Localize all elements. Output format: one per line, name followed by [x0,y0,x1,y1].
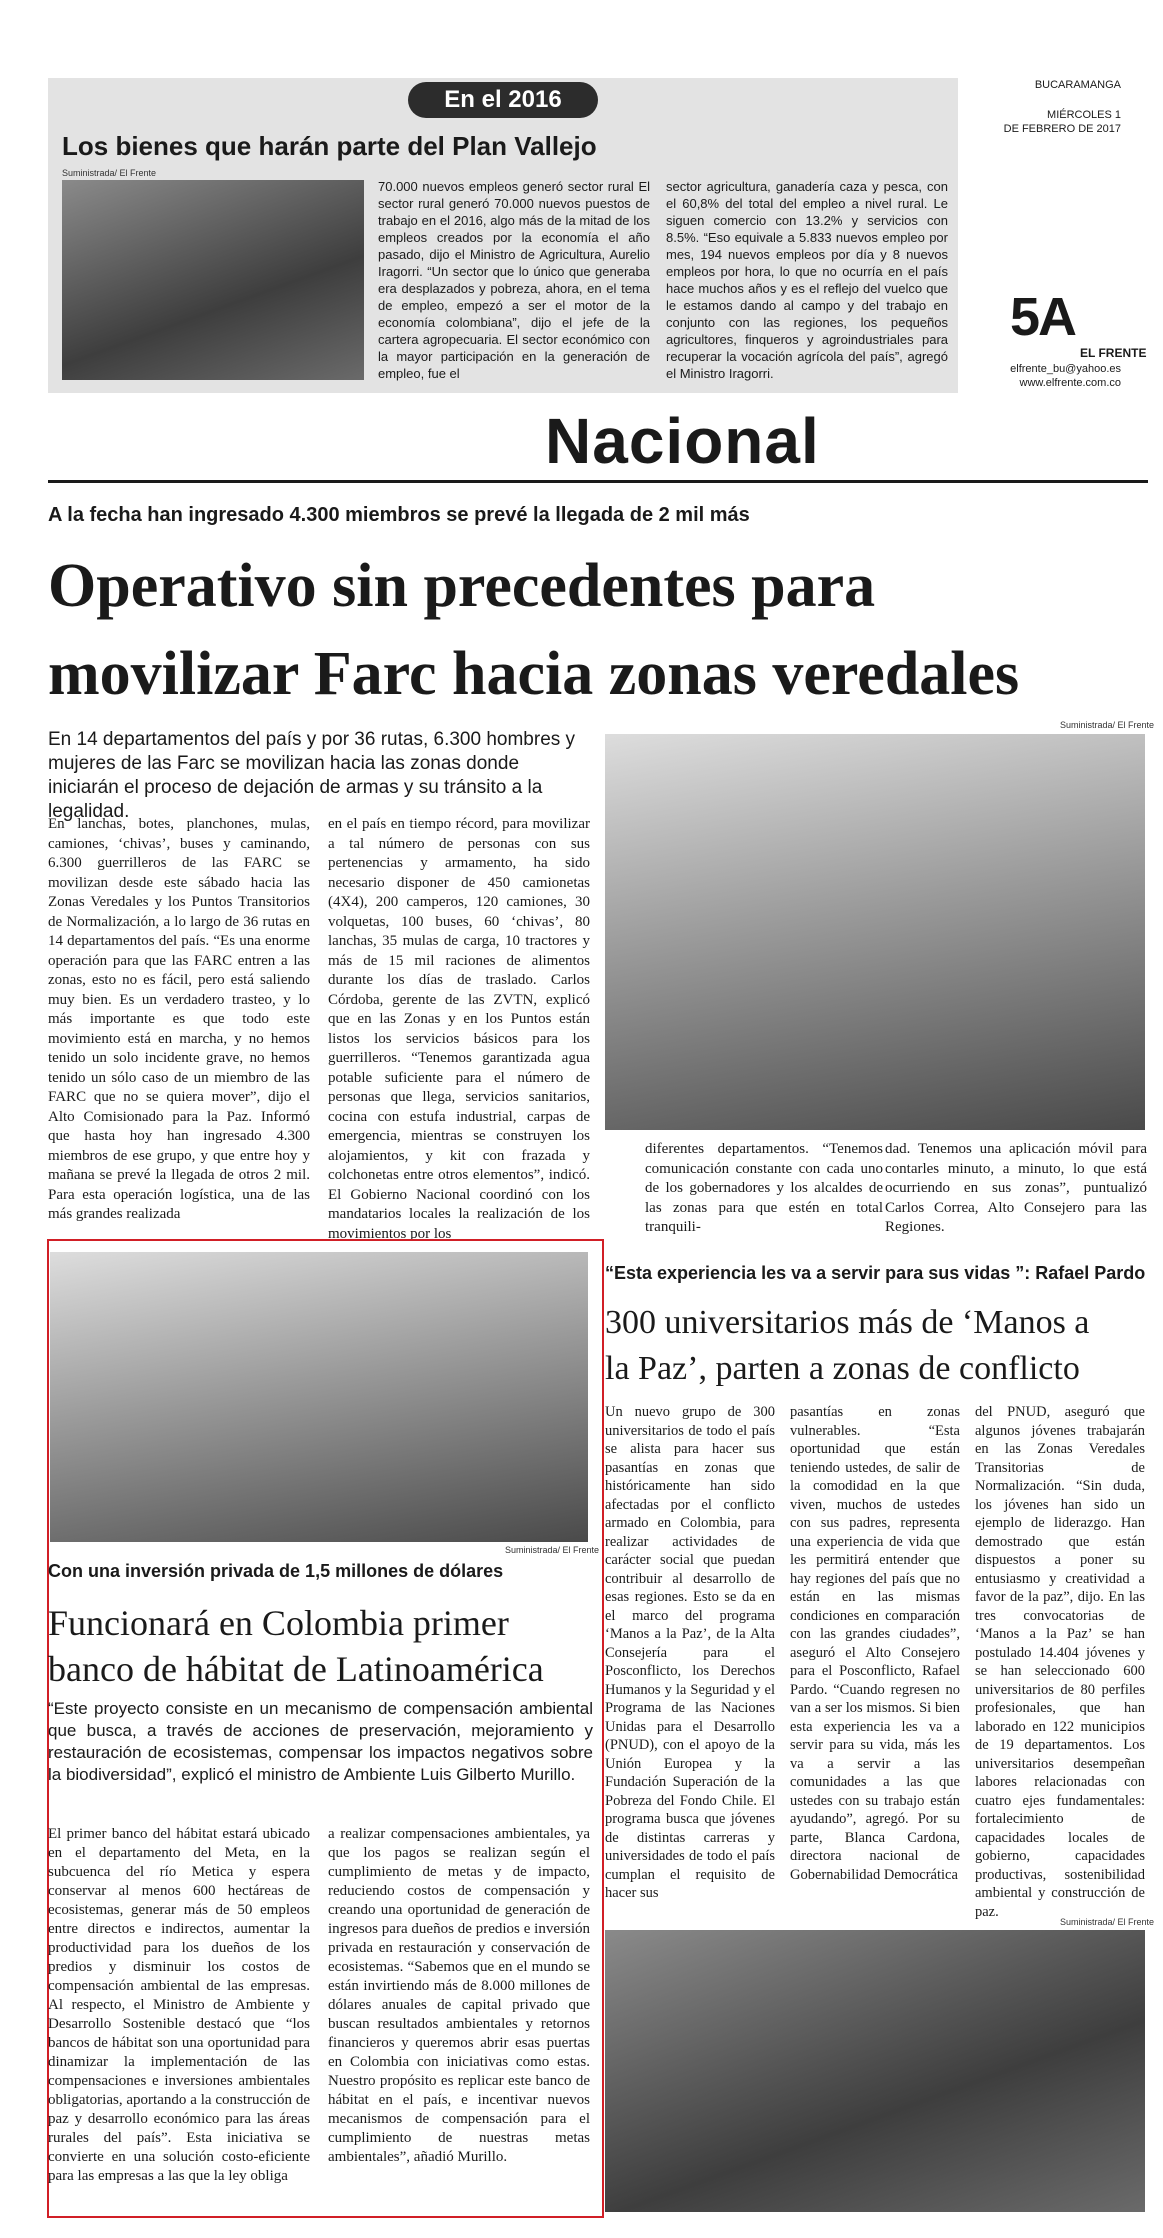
top-story-credit: Suministrada/ El Frente [62,168,157,178]
main-col1: En lanchas, botes, planchones, mulas, camiones, ‘chivas’, buses y caminando, 6.300 guerrilleros de las FARC se movilizan desde este sábado hacia las Zonas Veredales y los Puntos Transitorios de Normalización, a lo largo de 36 rutas en 14 departamentos del país. “Es una enorme operación para que las FARC entren a las zonas, esto no es fácil, pero está saliendo muy bien. Es un verdadero trasteo, y lo más importante es que todo este movimiento está en marcha, y no hemos tenido un solo incidente grave, no hemos tenido un sólo caso de un miembro de las FARC que no se quiera mover”, dijo el Alto Comisionado para la Paz. Informó que hasta hoy han ingresado 4.300 miembros de ese grupo, y que entre hoy y mañana se prevé la llegada de otros 2 mil. Para esta operación logística, una de las más grandes realizada [48,816,310,1222]
main-photo [605,734,1145,1130]
habitat-kicker: Con una inversión privada de 1,5 millones de dólares [48,1561,504,1581]
peace-kicker: “Esta experiencia les va a servir para sus vidas ”: Rafael Pardo [605,1263,1146,1283]
habitat-headline-line1: Funcionará en Colombia primer [48,1603,509,1643]
main-photo-credit: Suministrada/ El Frente [1060,720,1155,730]
main-col2: en el país en tiempo récord, para movilizar a tal número de personas con sus pertenencias y armamento, ha sido necesario disponer de 450 camionetas (4X4), 200 camperos, 120 camiones, 30 volquetas, 100 buses, 60 ‘chivas’, 80 lanchas, 35 mulas de carga, 10 tractores y más de 15 mil raciones de alimentos durante los días de traslado. Carlos Córdoba, gerente de las ZVTN, explicó que en las Zonas y en los Puntos están listos los servicios básicos para los guerrilleros. “Tenemos garantizada agua potable suficiente para el número de personas que llega, servicios sanitarios, cocina con estufa industrial, carpas de emergencia, mientras se construyen los alojamientos, y kit con frazada y colchonetas entre otros elementos”, indicó. El Gobierno Nacional coordinó con los mandatarios locales la realización de los movimientos por los [328,816,590,1242]
peace-col3: del PNUD, aseguró que algunos jóvenes trabajarán en las Zonas Veredales Transitorias de Normalización. “Sin duda, los jóvenes han sido un ejemplo de liderazgo. Han demostrado que están dispuestos a poner su entusiasmo y creatividad a favor de la paz”, dijo. En las tres convocatorias de ‘Manos a la Paz’ se han postulado 14.404 jóvenes y se han seleccionado 600 universitarios de 80 perfiles profesionales, que han laborado en 122 municipios de 19 departamentos. Los universitarios desempeñan labores relacionadas con cuatro ejes fundamentales: fortalecimiento de capacidades locales de gobierno, capacidades productivas, sostenibilidad ambiental y construcción de paz. [975,1404,1145,1920]
habitat-col2: a realizar compensaciones ambientales, ya que los pagos se realizan según el cumplimiento de metas y de impacto, reduciendo costos de compensación y creando una oportunidad de generación de ingresos para dueños de predios e inversión privada en restauración y conservación de ecosistemas. “Sabemos que en el mundo se están invirtiendo más de 8.000 millones de dólares anuales de capital privado que buscan resultados ambientales y retornos financieros y queremos abrir esas puertas en Colombia con iniciativas como estas. Nuestro propósito es replicar este banco de hábitat en el país, e incentivar nuevos mecanismos de compensación para el cumplimiento de nuestras metas ambientales”, añadió Murillo. [328,1826,590,2165]
page-number: 5A [1010,287,1076,347]
main-kicker: A la fecha han ingresado 4.300 miembros se prevé la llegada de 2 mil más [48,504,750,526]
main-headline-line1: Operativo sin precedentes para [48,552,876,620]
main-deck: En 14 departamentos del país y por 36 rutas, 6.300 hombres y mujeres de las Farc se movilizan hacia las zonas donde iniciarán el proceso de dejación de armas y su tránsito a la legalidad. [48,729,576,822]
habitat-col1: El primer banco del hábitat estará ubicado en el departamento del Meta, en la subcuenca del río Metica y espera conservar al menos 600 hectáreas de ecosistemas, generar más de 50 empleos entre directos e indirectos, aumentar la productividad para los dueños de los predios y disminuir los costos de compensación ambiental de las empresas. Al respecto, el Ministro de Ambiente y Desarrollo Sostenible destacó que “los bancos de hábitat son una oportunidad para dinamizar la implementación de las compensaciones e inversiones ambientales obligatorias, aportando a la construcción de paz y desarrollo económico para las áreas rurales del país”. Esta iniciativa se convierte en una solución costo-eficiente para las empresas a las que la ley obliga [48,1826,310,2184]
peace-col2: pasantías en zonas vulnerables. “Esta oportunidad que están teniendo ustedes, de salir de la comodidad en la que viven, muchos de ustedes con sus padres, representa una experiencia de vida que les permitirá entender que hay regiones del país que no están en las mismas condiciones en comparación con las grandes ciudades”, aseguró el Alto Consejero para el Posconflicto, Rafael Pardo. “Cuando regresen no van a ser los mismos. Si bien esta experiencia les va a servir para su vida, más les va a servir a las comunidades a las que ustedes con su trabajo están ayudando”, agregó. Por su parte, Blanca Cardona, directora nacional de Gobernabilidad Democrática [790,1404,960,1883]
main-col3: diferentes departamentos. “Tenemos comunicación constante con cada uno de los gobernadores y los alcaldes de las zonas para que estén en total tranquili- [645,1141,883,1235]
paper-name: EL FRENTE [1080,346,1147,360]
email: elfrente_bu@yahoo.es [1010,363,1121,375]
peace-headline-line2: la Paz’, parten a zonas de conflicto [605,1350,1080,1387]
peace-photo [605,1930,1145,2212]
peace-col1: Un nuevo grupo de 300 universitarios de todo el país se alista para hacer sus pasantías en zonas que históricamente han sido afectadas por el conflicto armado en Colombia, para realizar actividades de carácter social que puedan contribuir al desarrollo de esas regiones. Esto se da en el marco del programa ‘Manos a la Paz’, de la Alta Consejería para el Posconflicto, los Derechos Humanos y la Seguridad y el Programa de las Naciones Unidas para el Desarrollo (PNUD), con el apoyo de la Unión Europea y la Fundación Superación de la Pobreza del Fondo Chile. El programa busca que jóvenes de distintas carreras y universidades de todo el país cumplan el requisito de hacer sus [605,1404,775,1901]
top-story-col1: 70.000 nuevos empleos generó sector rural El sector rural generó 70.000 nuevos puestos de trabajo en el 2016, algo más de la mitad de los empleos creados por la economía el año pasado, dijo el Ministro de Agricultura, Aurelio Iragorri. “Un sector que lo único que generaba era desplazados y pobreza, ahora, en el tema de empleo, empezó a ser el motor de la economía colombiana”, dijo el jefe de la cartera agropecuaria. El sector económico con la mayor participación en la generación de empleo, fue el [378,179,650,381]
top-story-photo [62,180,364,380]
habitat-deck: “Este proyecto consiste en un mecanismo de compensación ambiental que busca, a través de acciones de preservación, mejoramiento y restauración de ecosistemas, compensar los impactos negativos sobre la biodiversidad”, explicó el ministro de Ambiente Luis Gilberto Murillo. [48,1699,593,1784]
top-story-title: Los bienes que harán parte del Plan Vallejo [62,131,597,161]
main-col4: dad. Tenemos una aplicación móvil para contarles minuto, a minuto, lo que está ocurriendo en sus zonas”, puntualizó Carlos Correa, Alto Consejero para las Regiones. [885,1141,1147,1235]
top-story-pill: En el 2016 [408,82,598,118]
habitat-photo [50,1252,588,1542]
section-rule [48,480,1148,483]
peace-photo-credit: Suministrada/ El Frente [1060,1917,1155,1927]
section-title: Nacional [545,405,820,477]
date-line1: MIÉRCOLES 1 [1047,109,1121,121]
top-story-col2: sector agricultura, ganadería caza y pesca, con el 60,8% del total del empleo a nivel rural. Le siguen comercio con 13.2% y servicios con 8.5%. “Eso equivale a 5.833 nuevos empleo por mes, 194 nuevos empleos por día y 8 nuevos empleos por hora, lo que no ocurría en el país hace muchos años y es el reflejo del vuelco que le estamos dando al campo y del trabajo en conjunto con las regiones, los pequeños agricultores, finqueros y agroindustriales para recuperar la vocación agrícola del país”, agregó el Ministro Iragorri. [666,179,948,381]
habitat-headline-line2: banco de hábitat de Latinoamérica [48,1649,544,1689]
habitat-photo-credit: Suministrada/ El Frente [505,1545,600,1555]
website: www.elfrente.com.co [1019,377,1121,389]
city: BUCARAMANGA [1034,79,1121,91]
date-line2: DE FEBRERO DE 2017 [1003,123,1121,135]
peace-headline-line1: 300 universitarios más de ‘Manos a [605,1304,1090,1341]
main-headline-line2: movilizar Farc hacia zonas veredales [48,640,1020,708]
